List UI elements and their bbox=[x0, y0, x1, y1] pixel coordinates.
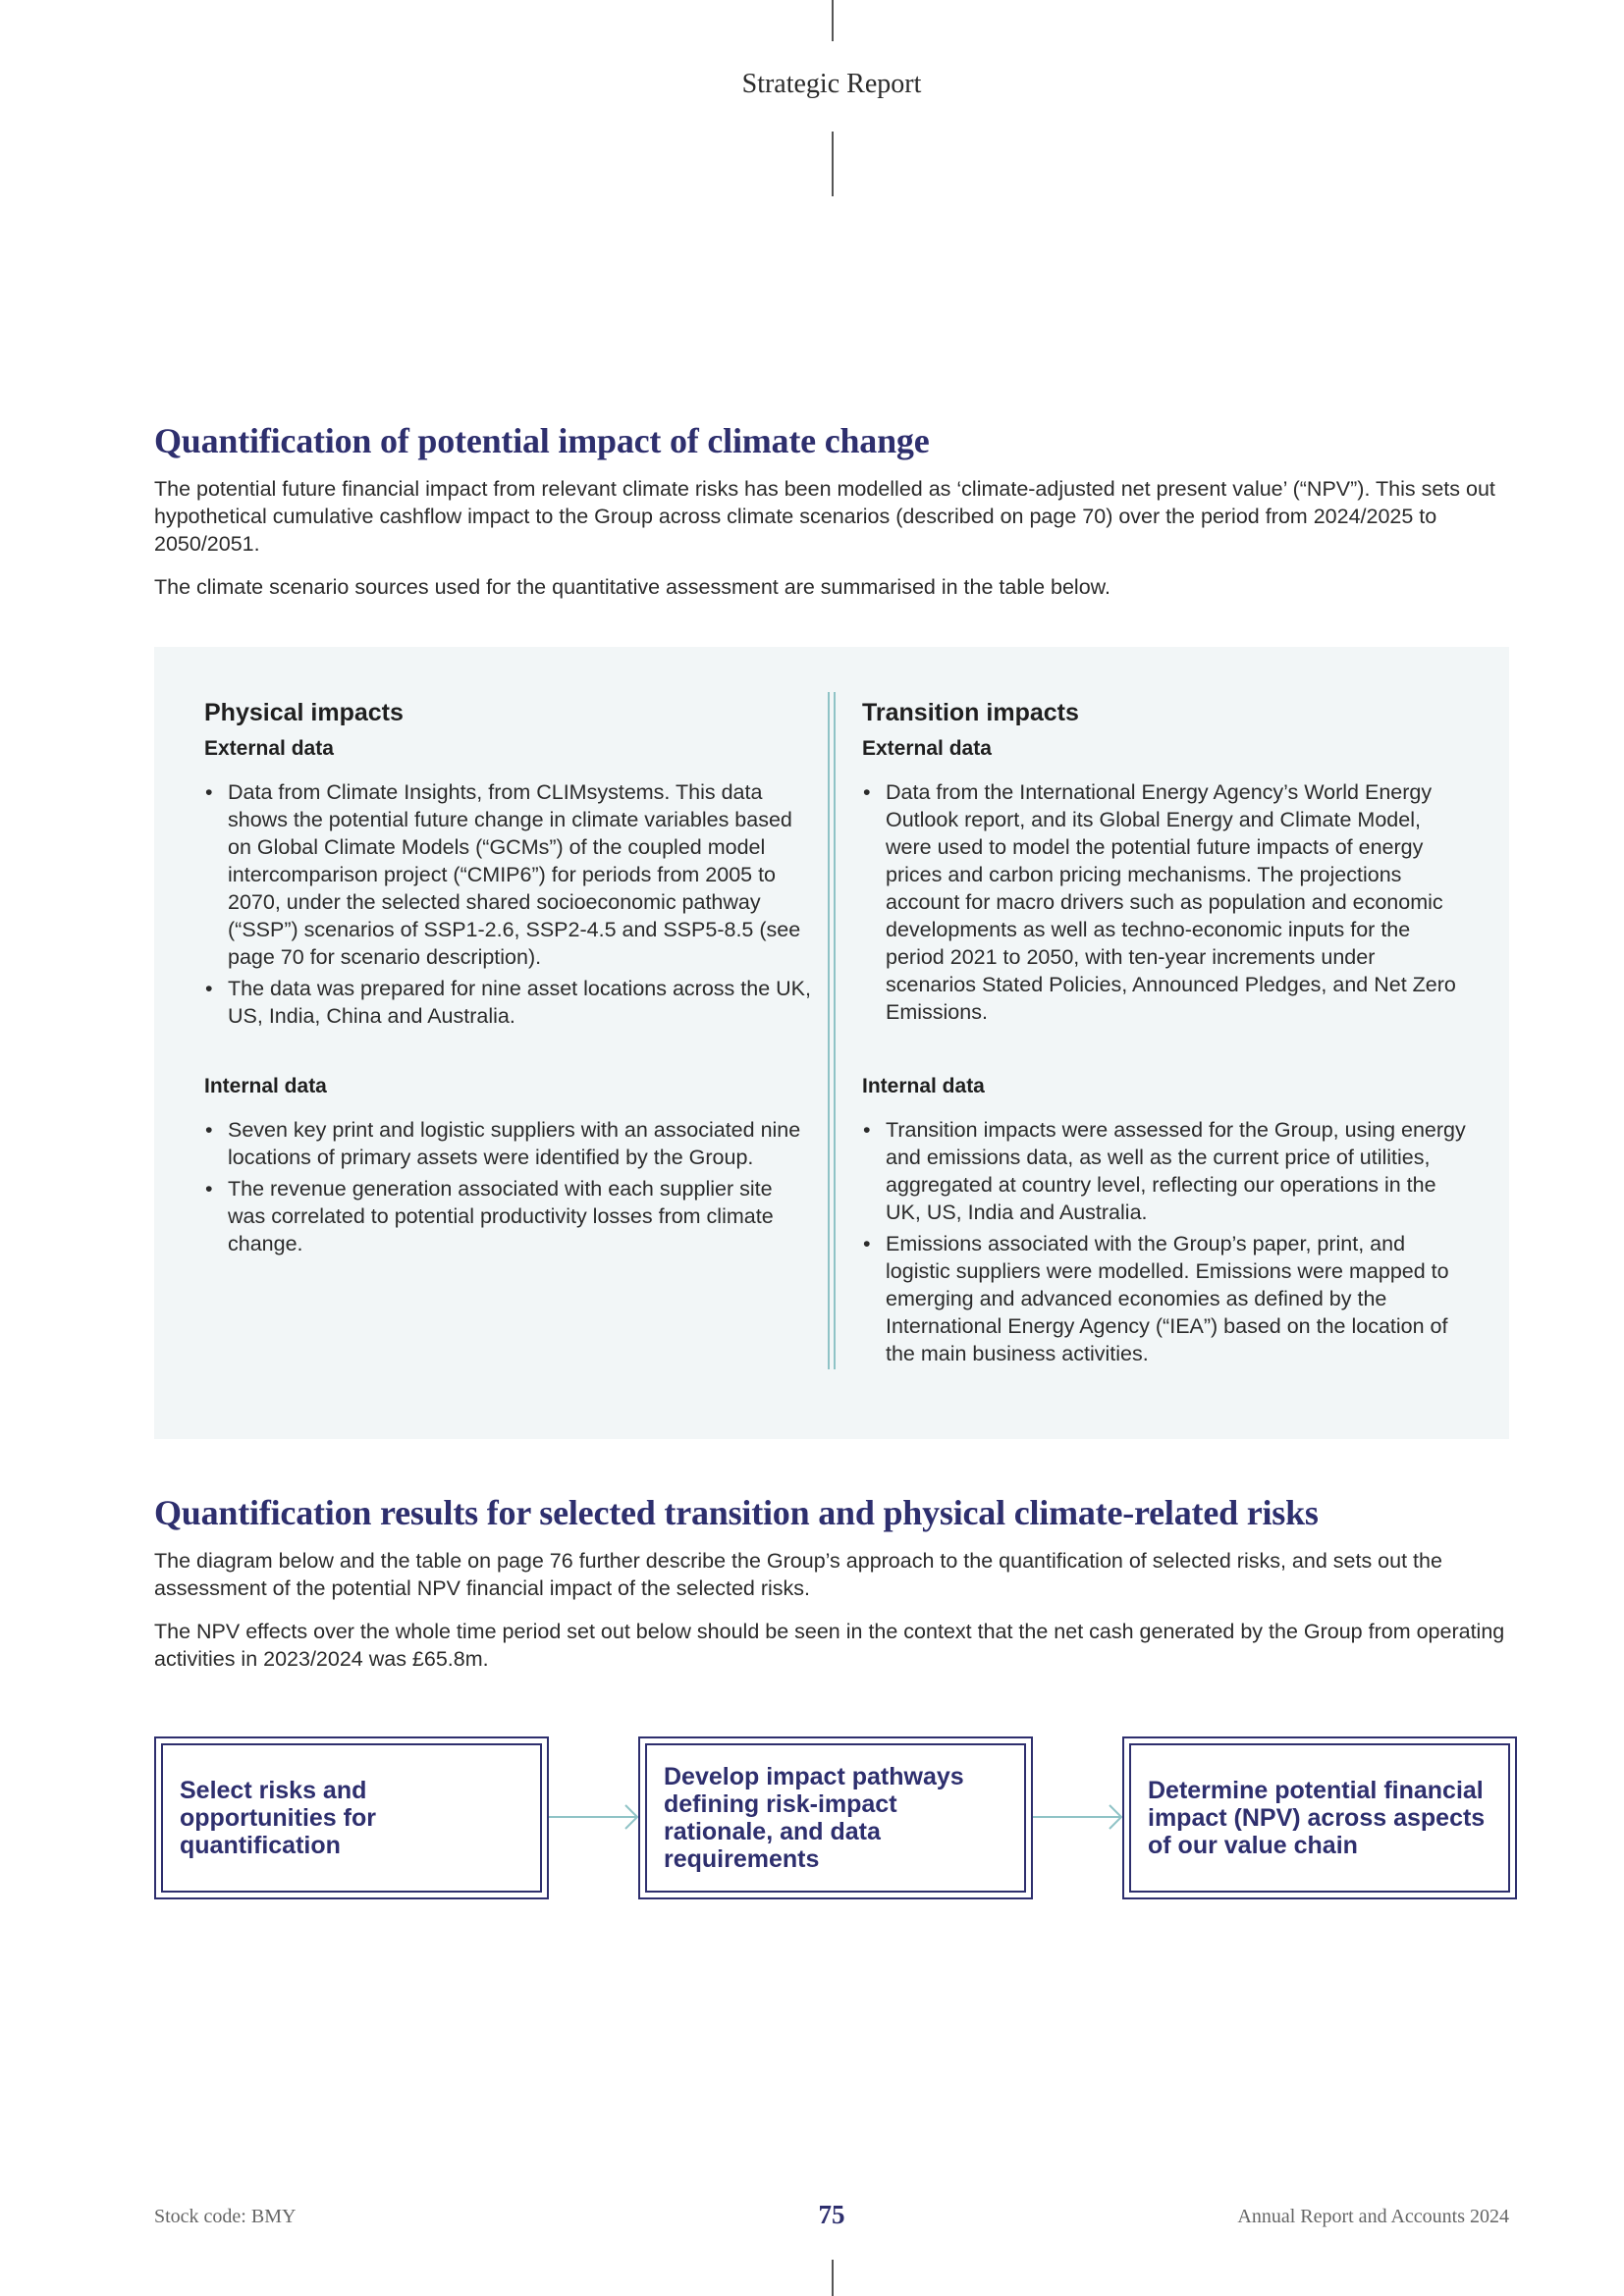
physical-impacts-column bbox=[204, 699, 813, 1034]
arrow-right-icon bbox=[1033, 1804, 1124, 1830]
physical-external-label: External data bbox=[204, 737, 334, 760]
list-item: • Seven key print and logistic suppliers with an associated nine locations of primary assets were identified by the Group. bbox=[228, 1116, 813, 1171]
transition-internal-list bbox=[862, 1116, 1471, 1367]
top-rule bbox=[832, 0, 834, 41]
transition-internal-label: Internal data bbox=[862, 1075, 985, 1097]
footer-stock-code: Stock code: BMY bbox=[154, 2206, 297, 2227]
section1-heading: Quantification of potential impact of climate change bbox=[154, 421, 930, 460]
list-item: • Data from Climate Insights, from CLIMsystems. This data shows the potential future change in climate variables based on Global Climate Models (“GCMs”) of the coupled model intercomparison project (“CMIP6”) for periods from 2005 to 2070, under the selected shared socioeconomic pathway (“SSP”) scenarios of SSP1-2.6, SSP2-4.5 and SSP5-8.5 (see page 70 for scenario description). bbox=[228, 778, 813, 971]
transition-internal-block bbox=[862, 1075, 1471, 1371]
physical-internal-list bbox=[204, 1116, 813, 1257]
page-number: 75 bbox=[818, 2200, 845, 2229]
section2-heading: Quantification results for selected transition and physical climate-related risks bbox=[154, 1493, 1319, 1532]
physical-internal-label: Internal data bbox=[204, 1075, 327, 1097]
list-item: • The revenue generation associated with each supplier site was correlated to potential productivity losses from climate change. bbox=[228, 1175, 813, 1257]
section1-paragraph-2: The climate scenario sources used for the quantitative assessment are summarised in the table below. bbox=[154, 575, 1110, 599]
physical-internal-block bbox=[204, 1075, 813, 1261]
arrow-right-icon bbox=[549, 1804, 640, 1830]
process-step-3 bbox=[1122, 1736, 1517, 1899]
list-item: • Data from the International Energy Agency’s World Energy Outlook report, and its Global Energy and Climate Model, were used to model the potential future impacts of energy prices and carbon pricing mechanisms. The projections account for macro drivers such as population and economic developments as well as techno-economic inputs for the period 2021 to 2050, with ten-year increments under scenarios Stated Policies, Announced Pledges, and Net Zero Emissions. bbox=[886, 778, 1471, 1026]
physical-external-list bbox=[204, 778, 813, 1030]
list-item: • Transition impacts were assessed for the Group, using energy and emissions data, as well as the current price of utilities, aggregated at country level, reflecting our operations in the UK, US, India and Australia. bbox=[886, 1116, 1471, 1226]
transition-impacts-title: Transition impacts bbox=[862, 699, 1079, 726]
section2-paragraph-2: The NPV effects over the whole time period set out below should be seen in the context that the net cash generated by the Group from operating activities in 2023/2024 was £65.8m. bbox=[154, 1620, 1505, 1671]
section-header: Strategic Report bbox=[741, 69, 922, 99]
panel-divider-right bbox=[834, 692, 836, 1369]
process-step-1-label: Select risks and opportunities for quantification bbox=[180, 1777, 376, 1859]
process-step-3-inner bbox=[1129, 1743, 1510, 1893]
panel-divider-left bbox=[828, 692, 830, 1369]
transition-impacts-column bbox=[862, 699, 1471, 1030]
process-step-2-label: Develop impact pathways defining risk-impact rationale, and data requirements bbox=[664, 1763, 964, 1873]
process-step-2-inner bbox=[645, 1743, 1026, 1893]
process-step-1 bbox=[154, 1736, 549, 1899]
footer-report-name: Annual Report and Accounts 2024 bbox=[1237, 2206, 1509, 2227]
transition-external-label: External data bbox=[862, 737, 992, 760]
header-rule bbox=[832, 132, 834, 196]
process-step-3-label: Determine potential financial impact (NPV) across aspects of our value chain bbox=[1148, 1777, 1486, 1859]
section1-paragraph-1: The potential future financial impact from relevant climate risks has been modelled as ‘climate-adjusted net present value’ (“NPV”). This sets out hypothetical cumulative cashflow impact to the Group across climate scenarios (described on page 70) over the period from 2024/2025 to 2050/2051. bbox=[154, 477, 1495, 556]
transition-external-list bbox=[862, 778, 1471, 1026]
section2-paragraph-1: The diagram below and the table on page 76 further describe the Group’s approach to the quantification of selected risks, and sets out the assessment of the potential NPV financial impact of the selected risks. bbox=[154, 1549, 1442, 1600]
list-item: • Emissions associated with the Group’s paper, print, and logistic suppliers were modelled. Emissions were mapped to emerging and advanced economies as defined by the International Energy Agency (“IEA”) based on the location of the main business activities. bbox=[886, 1230, 1471, 1367]
physical-impacts-title: Physical impacts bbox=[204, 699, 404, 726]
bottom-rule bbox=[832, 2260, 834, 2296]
list-item: • The data was prepared for nine asset locations across the UK, US, India, China and Australia. bbox=[228, 975, 813, 1030]
process-step-1-inner bbox=[161, 1743, 542, 1893]
process-step-2 bbox=[638, 1736, 1033, 1899]
